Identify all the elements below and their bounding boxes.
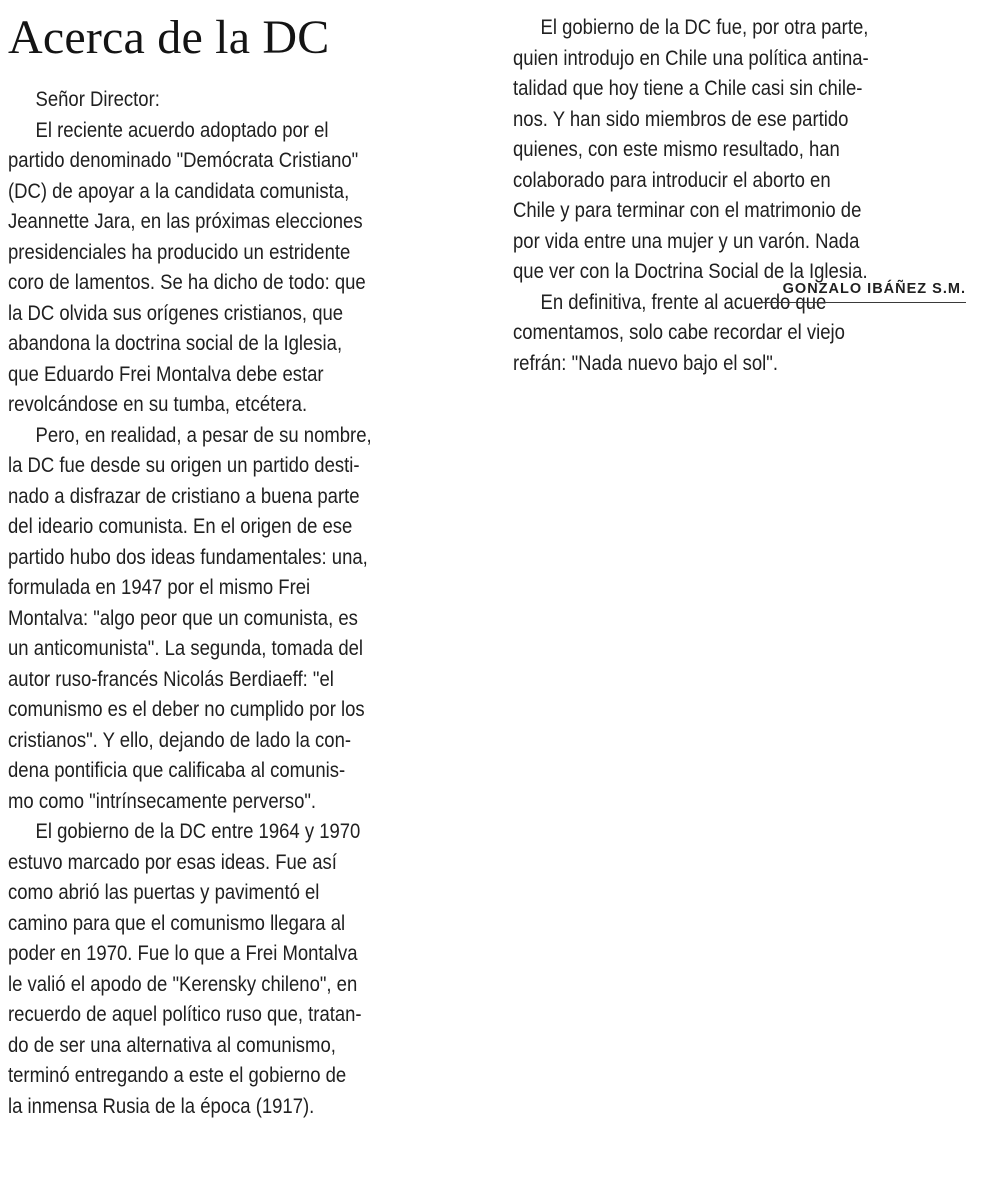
- text-line: la DC olvida sus orígenes cristianos, que: [8, 300, 344, 325]
- text-line: quien introdujo en Chile una política antina-: [513, 45, 869, 70]
- text-line: mo como "intrínsecamente perverso".: [8, 788, 317, 813]
- text-line: El reciente acuerdo adoptado por el: [35, 117, 329, 142]
- text-line: poder en 1970. Fue lo que a Frei Montalva: [8, 941, 358, 965]
- text-line: Montalva: "algo peor que un comunista, es: [8, 605, 358, 630]
- text-line: El gobierno de la DC fue, por otra parte,: [540, 15, 869, 39]
- text-line: formulada en 1947 por el mismo Frei: [8, 575, 311, 599]
- text-line: colaborado para introducir el aborto en: [513, 167, 831, 192]
- text-line: El gobierno de la DC entre 1964 y 1970: [35, 819, 361, 843]
- text-line: Señor Director:: [35, 87, 160, 111]
- text-line: estuvo marcado por esas ideas. Fue así: [8, 849, 337, 874]
- text-line: En definitiva, frente al acuerdo que: [540, 289, 827, 314]
- text-line: Pero, en realidad, a pesar de su nombre,: [35, 422, 372, 447]
- text-line: por vida entre una mujer y un varón. Nada: [513, 228, 860, 253]
- text-line: presidenciales ha producido un estridente: [8, 239, 351, 264]
- text-line: que ver con la Doctrina Social de la Iglesia.: [513, 259, 868, 283]
- text-line: que Eduardo Frei Montalva debe estar: [8, 361, 324, 386]
- text-line: la inmensa Rusia de la época (1917).: [8, 1093, 315, 1118]
- text-line: del ideario comunista. En el origen de ese: [8, 514, 353, 538]
- text-line: revolcándose en su tumba, etcétera.: [8, 392, 308, 416]
- text-line: Jeannette Jara, en las próximas elecciones: [8, 209, 363, 233]
- text-line: le valió el apodo de "Kerensky chileno", en: [8, 971, 358, 996]
- right-text-column: [513, 12, 967, 378]
- text-line: do de ser una alternativa al comunismo,: [8, 1032, 336, 1057]
- text-line: nos. Y han sido miembros de ese partido: [513, 106, 849, 131]
- text-line: partido hubo dos ideas fundamentales: una,: [8, 544, 368, 569]
- left-text-column: [8, 84, 462, 1121]
- text-line: comentamos, solo cabe recordar el viejo: [513, 320, 845, 344]
- text-line: abandona la doctrina social de la Iglesia,: [8, 331, 343, 355]
- text-line: un anticomunista". La segunda, tomada del: [8, 636, 364, 660]
- text-line: camino para que el comunismo llegara al: [8, 910, 346, 935]
- text-line: talidad que hoy tiene a Chile casi sin chile-: [513, 76, 863, 100]
- text-line: refrán: "Nada nuevo bajo el sol".: [513, 350, 778, 375]
- text-line: Chile y para terminar con el matrimonio de: [513, 198, 862, 222]
- text-line: dena pontificia que calificaba al comunis-: [8, 758, 346, 782]
- text-line: recuerdo de aquel político ruso que, tratan-: [8, 1002, 362, 1026]
- text-line: nado a disfrazar de cristiano a buena parte: [8, 483, 360, 508]
- article-title: Acerca de la DC: [8, 11, 330, 64]
- text-line: autor ruso-francés Nicolás Berdiaeff: "el: [8, 666, 334, 691]
- author-signature: GONZALO IBÁÑEZ S.M.: [760, 280, 966, 303]
- text-line: la DC fue desde su origen un partido desti-: [8, 453, 360, 477]
- text-line: terminó entregando a este el gobierno de: [8, 1063, 347, 1087]
- text-line: (DC) de apoyar a la candidata comunista,: [8, 178, 350, 203]
- text-line: cristianos". Y ello, dejando de lado la con-: [8, 727, 352, 752]
- text-line: como abrió las puertas y pavimentó el: [8, 880, 320, 904]
- text-line: comunismo es el deber no cumplido por los: [8, 697, 365, 721]
- text-line: coro de lamentos. Se ha dicho de todo: que: [8, 270, 366, 294]
- text-line: quienes, con este mismo resultado, han: [513, 137, 840, 161]
- text-line: partido denominado "Demócrata Cristiano": [8, 148, 359, 172]
